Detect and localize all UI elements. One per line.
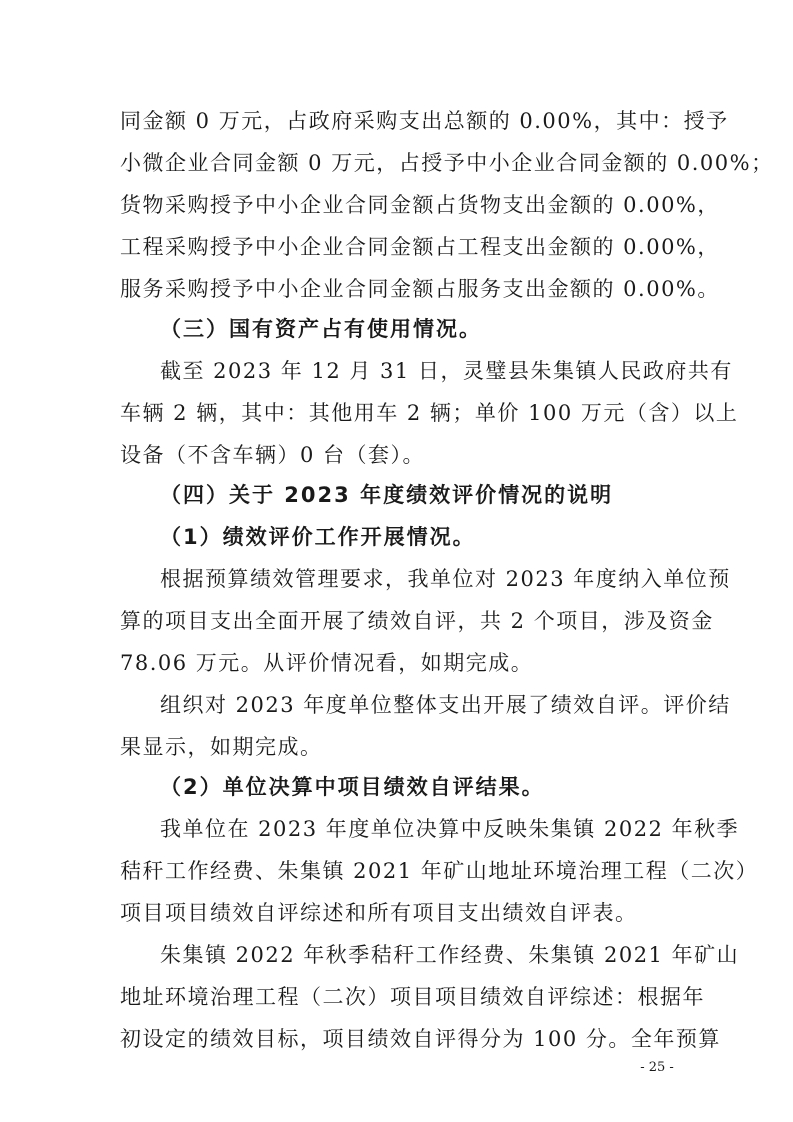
subsection-heading: （2）单位决算中项目绩效自评结果。 — [160, 775, 545, 799]
page-number: - 25 - — [640, 1060, 674, 1075]
body-line: 组织对 2023 年度单位整体支出开展了绩效自评。评价结 — [160, 693, 731, 717]
body-line: 项目项目绩效自评综述和所有项目支出绩效自评表。 — [120, 901, 638, 925]
body-line: 朱集镇 2022 年秋季秸秆工作经费、朱集镇 2021 年矿山 — [160, 943, 740, 967]
subsection-heading: （1）绩效评价工作开展情况。 — [160, 525, 476, 549]
body-line: 工程采购授予中小企业合同金额占工程支出金额的 0.00%， — [120, 235, 720, 259]
body-line: 小微企业合同金额 0 万元，占授予中小企业合同金额的 0.00%； — [120, 151, 774, 175]
body-line: 车辆 2 辆，其中：其他用车 2 辆；单价 100 万元（含）以上 — [120, 401, 739, 425]
body-line: 设备（不含车辆）0 台（套）。 — [120, 443, 426, 467]
body-line: 我单位在 2023 年度单位决算中反映朱集镇 2022 年秋季 — [160, 817, 740, 841]
body-line: 初设定的绩效目标，项目绩效自评得分为 100 分。全年预算 — [120, 1027, 721, 1051]
body-line: 地址环境治理工程（二次）项目项目绩效自评综述：根据年 — [120, 985, 705, 1009]
body-line: 秸秆工作经费、朱集镇 2021 年矿山地址环境治理工程（二次） — [120, 859, 759, 883]
body-line: 果显示，如期完成。 — [120, 735, 323, 759]
section-heading: （四）关于 2023 年度绩效评价情况的说明 — [160, 483, 614, 507]
body-line: 截至 2023 年 12 月 31 日，灵璧县朱集镇人民政府共有 — [160, 359, 733, 383]
body-line: 服务采购授予中小企业合同金额占服务支出金额的 0.00%。 — [120, 277, 720, 301]
body-line: 78.06 万元。从评价情况看，如期完成。 — [120, 651, 534, 675]
body-line: 货物采购授予中小企业合同金额占货物支出金额的 0.00%， — [120, 193, 720, 217]
body-line: 算的项目支出全面开展了绩效自评，共 2 个项目，涉及资金 — [120, 609, 714, 633]
body-line: 同金额 0 万元，占政府采购支出总额的 0.00%，其中：授予 — [120, 109, 729, 133]
body-line: 根据预算绩效管理要求，我单位对 2023 年度纳入单位预 — [160, 567, 731, 591]
section-heading: （三）国有资产占有使用情况。 — [160, 317, 482, 341]
